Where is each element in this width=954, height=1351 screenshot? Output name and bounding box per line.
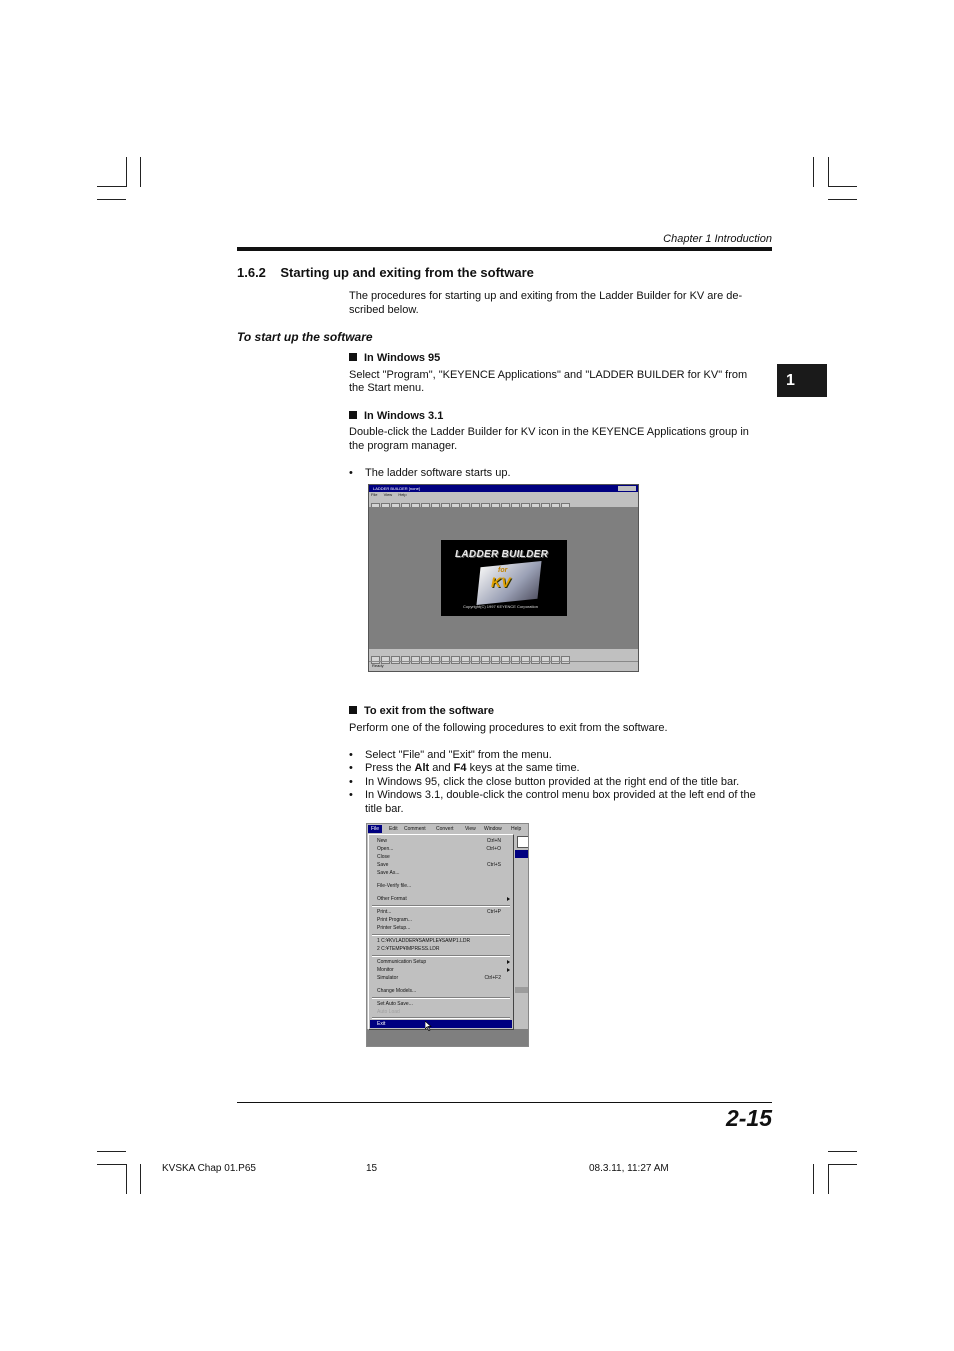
section-title: Starting up and exiting from the software	[280, 265, 534, 280]
menu-item-print[interactable]: Print...	[377, 909, 392, 915]
crop-mark	[828, 199, 857, 200]
exit-bullet-2-pre: Press the	[365, 762, 415, 774]
menu-separator	[372, 934, 510, 936]
menu-help[interactable]: Help	[398, 492, 407, 497]
intro-line1: The procedures for starting up and exiting from the Ladder Builder for KV are de-	[349, 290, 743, 302]
startup-result: • The ladder software starts up.	[365, 466, 511, 480]
menu-item-open[interactable]: Open...	[377, 846, 394, 852]
footer-date: 08.3.11, 11:27 AM	[589, 1163, 669, 1174]
chapter-tab-number: 1	[786, 372, 795, 389]
menu-separator	[372, 955, 510, 957]
splash-screen	[441, 540, 567, 616]
menu-item-close[interactable]: Close	[377, 854, 390, 860]
window-controls-icon[interactable]	[618, 486, 636, 491]
menu-item-recent-2[interactable]: 2 C:¥TEMP¥IMPRESS.LDR	[377, 946, 440, 952]
menu-item-exit[interactable]: Exit	[377, 1021, 386, 1027]
exit-bullet-1: • Select "File" and "Exit" from the menu.	[365, 748, 552, 762]
splash-kv: KV	[491, 574, 511, 590]
crop-mark	[126, 1164, 127, 1194]
exit-bullet-4-cont: title bar.	[365, 803, 404, 815]
crop-mark	[97, 1164, 126, 1165]
menu-comment[interactable]: Comment	[404, 826, 426, 832]
crop-mark	[97, 1151, 126, 1152]
menu-item-save[interactable]: Save	[377, 862, 389, 868]
win95-text2: the Start menu.	[349, 382, 425, 394]
footer-filename: KVSKA Chap 01.P65	[162, 1163, 256, 1174]
square-bullet-icon	[349, 411, 357, 419]
menu-convert[interactable]: Convert	[436, 826, 454, 832]
section-heading	[237, 265, 534, 280]
crop-mark	[97, 199, 126, 200]
chapter-tab	[777, 364, 827, 397]
footer-rule	[237, 1102, 772, 1103]
exit-bullet-4: • In Windows 3.1, double-click the control menu box provided at the left end of the	[365, 788, 756, 802]
running-header: Chapter 1 Introduction	[663, 233, 772, 245]
menu-item-monitor[interactable]: Monitor	[377, 967, 394, 973]
status-text: Ready	[372, 663, 384, 668]
square-bullet-icon	[349, 353, 357, 361]
menu-file[interactable]: File	[368, 825, 382, 833]
crop-mark	[97, 186, 126, 187]
submenu-arrow-icon	[507, 968, 510, 972]
crop-mark	[140, 1164, 141, 1194]
win31-heading-text: In Windows 3.1	[364, 410, 444, 422]
menu-view[interactable]: View	[465, 826, 476, 832]
exit-bullet-2-mid: and	[429, 762, 454, 774]
splash-copyright: Copyright(C) 1997 KEYENCE Corporation	[463, 604, 538, 609]
menu-help[interactable]: Help	[511, 826, 522, 832]
win95-heading	[349, 351, 440, 365]
crop-mark	[813, 1164, 814, 1194]
menu-file[interactable]: File	[371, 492, 378, 497]
menu-item-auto-load: Auto Load	[377, 1009, 400, 1015]
client-area	[369, 507, 638, 649]
win95-heading-text: In Windows 95	[364, 352, 441, 364]
menu-item-other-format[interactable]: Other Format	[377, 896, 407, 902]
crop-mark	[828, 1164, 857, 1165]
background-window-bottom	[367, 1029, 528, 1046]
menu-separator	[372, 997, 510, 999]
file-dropdown	[368, 834, 514, 1030]
splash-for: for	[498, 567, 508, 574]
win95-text1: Select "Program", "KEYENCE Applications" and "LADDER BUILDER for KV" from	[349, 369, 748, 381]
shortcut-new: Ctrl+N	[486, 838, 501, 844]
shortcut-save: Ctrl+S	[486, 862, 501, 868]
shortcut-print: Ctrl+P	[486, 909, 501, 915]
background-window-icon	[517, 836, 529, 848]
win31-heading	[349, 409, 443, 423]
exit-bullet-3: • In Windows 95, click the close button provided at the right end of the title bar.	[365, 775, 739, 789]
window-title: LADDER BUILDER [none]	[373, 486, 420, 491]
menu-item-recent-1[interactable]: 1 C:¥KVLADDER¥SAMPLE¥SAMP1.LDR	[377, 938, 471, 944]
menu-item-save-as[interactable]: Save As...	[377, 870, 400, 876]
menu-item-new[interactable]: New	[377, 838, 388, 844]
crop-mark	[828, 157, 829, 187]
menu-item-change-models[interactable]: Change Models...	[377, 988, 417, 994]
crop-mark	[828, 1151, 857, 1152]
menu-separator	[372, 1017, 510, 1019]
crop-mark	[828, 1164, 829, 1194]
shortcut-open: Ctrl+O	[486, 846, 501, 852]
menu-bar	[367, 824, 528, 834]
exit-heading	[349, 704, 494, 718]
win31-text2: the program manager.	[349, 440, 458, 452]
menu-item-auto-save[interactable]: Set Auto Save...	[377, 1001, 413, 1007]
intro-line2: scribed below.	[349, 304, 419, 316]
shortcut-simulator: Ctrl+F2	[484, 975, 501, 981]
ladder-builder-window	[368, 484, 639, 672]
background-window-strip	[515, 850, 528, 858]
menu-item-print-program[interactable]: Print Program...	[377, 917, 413, 923]
crop-mark	[828, 186, 857, 187]
menu-item-verify[interactable]: File-Verify file...	[377, 883, 412, 889]
crop-mark	[813, 157, 814, 187]
section-number: 1.6.2	[237, 265, 266, 280]
footer-sheet-number: 15	[366, 1163, 378, 1174]
status-bar	[369, 661, 638, 671]
f4-key: F4	[453, 762, 467, 774]
menu-window[interactable]: Window	[484, 826, 502, 832]
exit-bullet-2	[365, 761, 580, 775]
menu-separator	[372, 905, 510, 907]
exit-heading-text: To exit from the software	[364, 705, 494, 717]
alt-key: Alt	[414, 762, 430, 774]
startup-heading: To start up the software	[237, 330, 373, 344]
menu-edit[interactable]: Edit	[389, 826, 398, 832]
mouse-cursor-icon	[425, 1021, 432, 1031]
crop-mark	[140, 157, 141, 187]
menu-item-exit-highlight[interactable]	[370, 1020, 512, 1028]
header-rule	[237, 247, 772, 251]
submenu-arrow-icon	[507, 960, 510, 964]
menu-item-simulator[interactable]: Simulator	[377, 975, 399, 981]
win31-text1: Double-click the Ladder Builder for KV icon in the KEYENCE Applications group in	[349, 426, 749, 438]
function-key-bar	[369, 651, 640, 661]
square-bullet-icon	[349, 706, 357, 714]
menu-item-communication-setup[interactable]: Communication Setup	[377, 959, 427, 965]
page-number: 2-15	[725, 1105, 772, 1131]
window-title-bar	[369, 485, 638, 492]
menu-item-printer-setup[interactable]: Printer Setup...	[377, 925, 411, 931]
menu-view[interactable]: View	[383, 492, 393, 497]
background-window-rule	[515, 987, 528, 993]
file-menu-screenshot	[366, 823, 529, 1047]
submenu-arrow-icon	[507, 897, 510, 901]
exit-intro: Perform one of the following procedures to exit from the software.	[349, 722, 668, 734]
crop-mark	[126, 157, 127, 187]
exit-bullet-2-post: keys at the same time.	[466, 762, 580, 774]
splash-title: LADDER BUILDER	[455, 549, 549, 560]
